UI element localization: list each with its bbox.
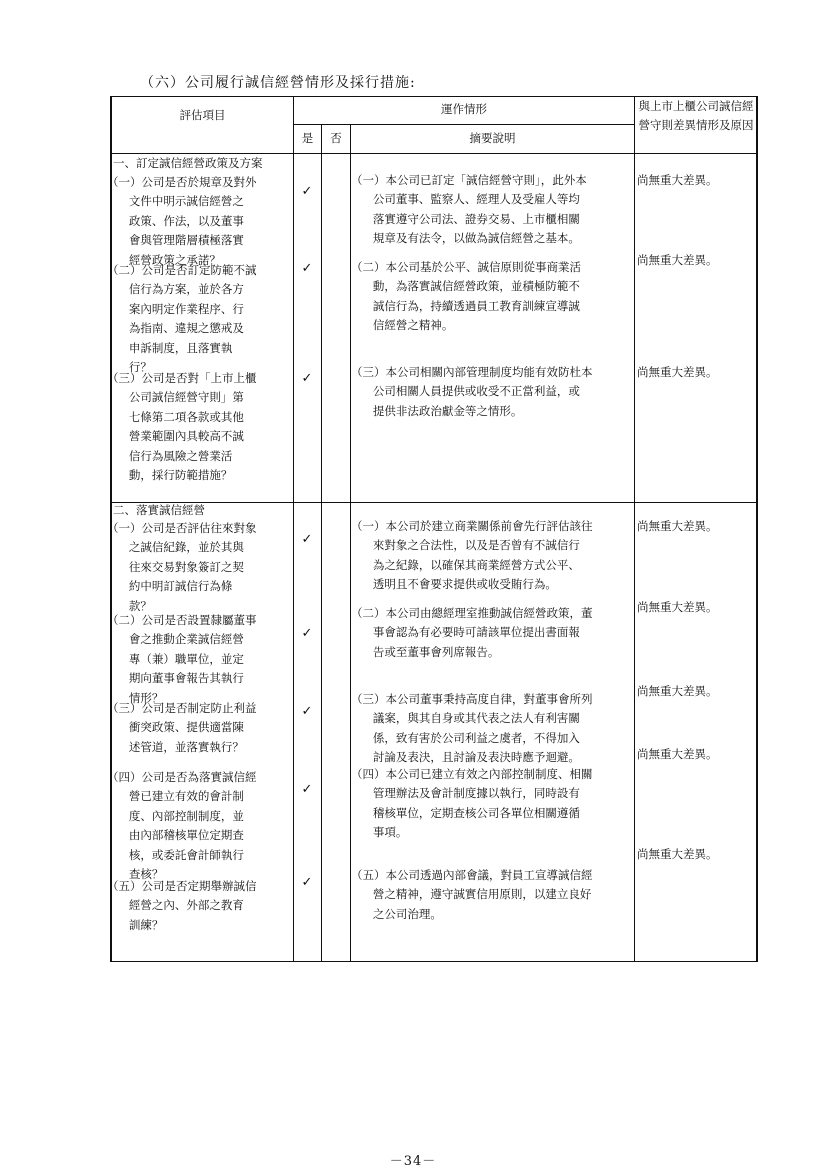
yes-check-mark: ✓ xyxy=(301,261,313,276)
summary: （二）本公司基於公平、誠信原則從事商業活 動，為落實誠信經營政策，並積極防範不 誠信行為，持續透過員工教育訓練宣導誠 信經營之精神。 xyxy=(351,260,581,333)
summary: （五）本公司透過內部會議，對員工宣導誠信經 營之精神，遵守誠實信用原則，以建立良好 之公司治理。 xyxy=(351,868,593,921)
summary: （一）本公司於建立商業關係前會先行評估該往 來對象之合法性，以及是否曾有不誠信行 為之紀錄，以確保其商業經營方式公平、 透明且不會要求提供或收受賄行為。 xyxy=(351,519,593,592)
summary: （一）本公司已訂定「誠信經營守則」，此外本 公司董事、監察人、經理人及受雇人等均 落實遵守公司法、證券交易、上市櫃相關 規章及有法令，以做為誠信經營之基本。 xyxy=(351,173,587,246)
section-title: 二、落實誠信經營 xyxy=(113,503,205,517)
yes-check-mark: ✓ xyxy=(301,184,313,199)
yes-check-mark: ✓ xyxy=(301,782,313,797)
difference: 尚無重大差異。 xyxy=(637,173,718,187)
summary: （二）本公司由總經理室推動誠信經營政策，董 事會認為有必要時可請該單位提出書面報 告或至董事會列席報告。 xyxy=(351,606,593,659)
difference: 尚無重大差異。 xyxy=(637,519,718,533)
page-number: －34－ xyxy=(389,1154,437,1169)
header-operation: 運作情形 xyxy=(441,102,487,116)
difference: 尚無重大差異。 xyxy=(637,747,718,761)
yes-check-mark: ✓ xyxy=(301,875,313,890)
yes-check-mark: ✓ xyxy=(301,371,313,386)
summary: （四）本公司已建立有效之內部控制制度、相關 管理辦法及會計制度據以執行，同時設有 稽核單位，定期查核公司各單位相關遵循 事項。 xyxy=(351,767,593,840)
header-item: 評估項目 xyxy=(179,108,226,122)
question: （二）公司是否訂定防範不誠 信行為方案，並於各方 案內明定作業程序、行 為指南、違規之懲戒及 申訴制度，且落實執 行？ xyxy=(107,263,257,375)
difference: 尚無重大差異。 xyxy=(637,365,718,379)
summary: （三）本公司相關內部管理制度均能有效防杜本 公司相關人員提供或收受不正當利益，或 提供非法政治獻金等之情形。 xyxy=(351,365,593,418)
difference: 尚無重大差異。 xyxy=(637,600,718,614)
question: （一）公司是否於規章及對外 文件中明示誠信經營之 政策、作法，以及董事 會與管理階層積極落實 經營政策之承諾？ xyxy=(107,175,257,267)
difference: 尚無重大差異。 xyxy=(637,684,718,698)
question: （三）公司是否制定防止利益 衝突政策、提供適當陳 述管道，並落實執行？ xyxy=(107,701,257,754)
yes-check-mark: ✓ xyxy=(301,626,313,641)
header-summary: 摘要說明 xyxy=(469,131,516,145)
header-difference: 與上市上櫃公司誠信經營守則差異情形及原因 xyxy=(638,99,754,132)
question: （一）公司是否評估往來對象 之誠信紀錄，並於其與 往來交易對象簽訂之契 約中明訂誠信行為條 款？ xyxy=(107,521,257,613)
question: （三）公司是否對「上市上櫃 公司誠信經營守則」第 七條第二項各款或其他 營業範圍內具較高不誠 信行為風險之營業活 動，採行防範措施？ xyxy=(107,371,257,483)
question: （五）公司是否定期舉辦誠信 經營之內、外部之教育 訓練？ xyxy=(107,879,257,932)
summary: （三）本公司董事秉持高度自律，對董事會所列 議案，與其自身或其代表之法人有利害關 係，致有害於公司利益之虞者，不得加入 討論及表決，且討論及表決時應予迴避。 xyxy=(351,692,593,765)
question: （四）公司是否為落實誠信經 營已建立有效的會計制 度、內部控制制度，並 由內部稽核單位定期查 核，或委託會計師執行 查核？ xyxy=(107,770,257,882)
question: （二）公司是否設置隸屬董事 會之推動企業誠信經營 專（兼）職單位，並定 期向董事會報告其執行 情形？ xyxy=(107,613,257,705)
yes-check-mark: ✓ xyxy=(301,532,313,547)
section-heading: （六）公司履行誠信經營情形及採行措施: xyxy=(140,75,416,91)
header-no: 否 xyxy=(330,131,342,145)
header-yes: 是 xyxy=(301,131,314,145)
yes-check-mark: ✓ xyxy=(301,704,313,719)
section-title: 一、訂定誠信經營政策及方案 xyxy=(113,156,263,170)
difference: 尚無重大差異。 xyxy=(637,847,718,861)
difference: 尚無重大差異。 xyxy=(637,253,718,267)
